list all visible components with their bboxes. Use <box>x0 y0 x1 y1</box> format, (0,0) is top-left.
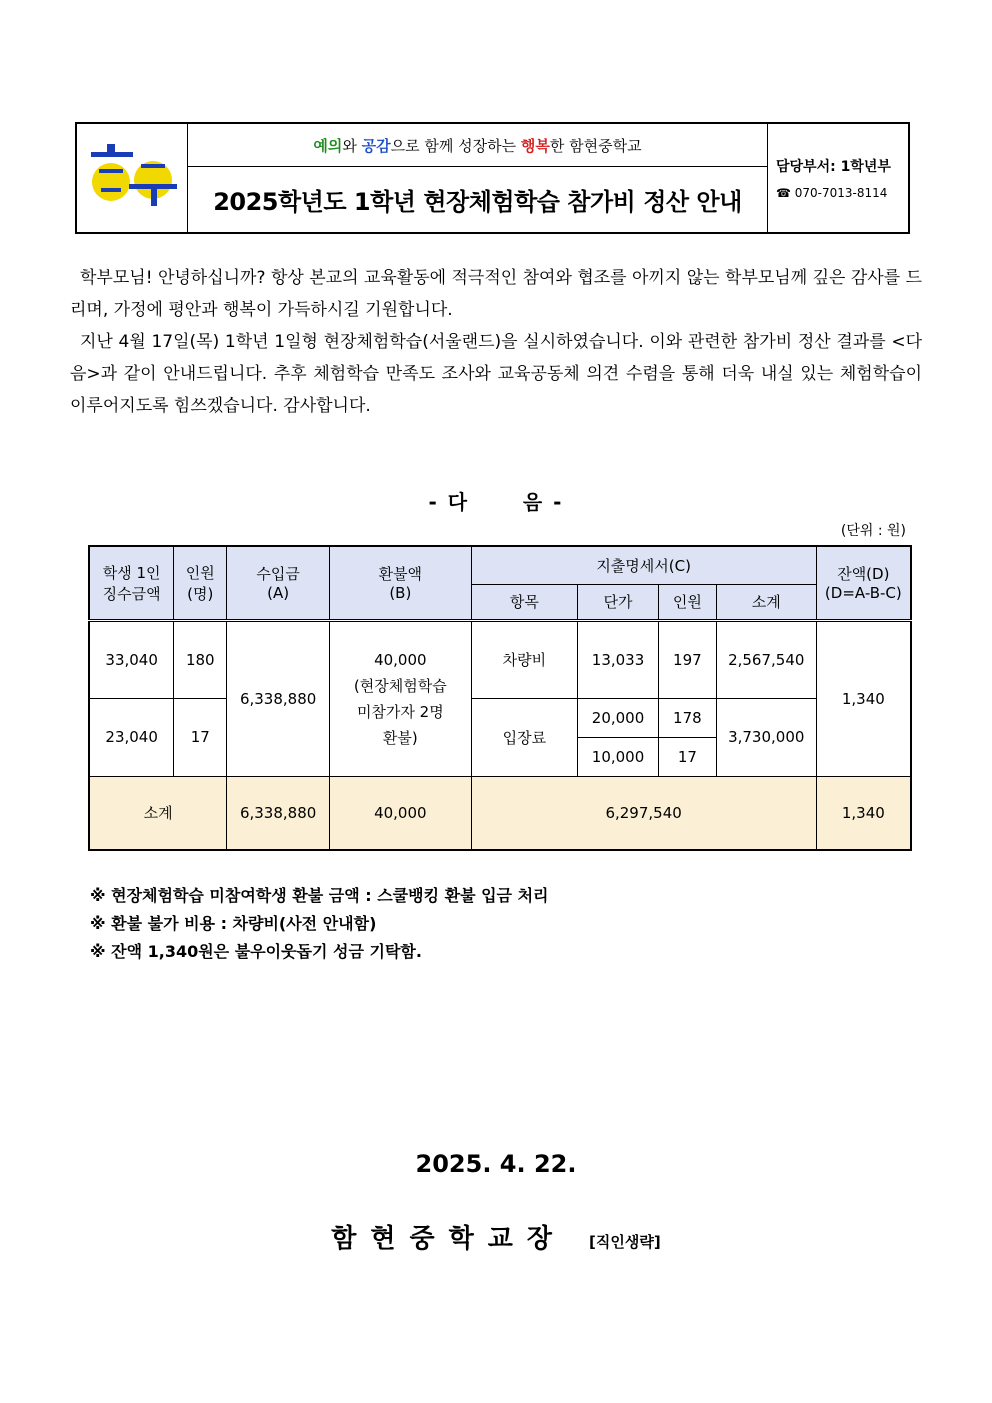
item-admission: 입장료 <box>471 698 578 776</box>
stamp-note: [직인생략] <box>589 1233 661 1251</box>
sum-refund: 40,000 <box>330 776 472 850</box>
motto-segment: 으로 함께 성장하는 <box>390 136 521 155</box>
count-1: 180 <box>174 620 227 698</box>
header-balance: 잔액(D) (D=A-B-C) <box>816 546 911 620</box>
notes <box>90 882 549 966</box>
persons-admission-a: 178 <box>658 698 716 737</box>
signer-name: 함현중학교장 <box>331 1224 566 1254</box>
document-date: 2025. 4. 22. <box>415 1150 577 1178</box>
intro-text <box>70 262 922 422</box>
header-item: 항목 <box>471 584 578 620</box>
fee-1: 33,040 <box>89 620 174 698</box>
phone-number: 070-7013-8114 <box>794 186 888 200</box>
letterhead <box>75 122 910 234</box>
price-vehicle: 13,033 <box>578 620 659 698</box>
header-subtotal: 소계 <box>716 584 816 620</box>
header-income: 수입금 (A) <box>227 546 330 620</box>
unit-label: (단위 : 원) <box>840 523 906 539</box>
header-expense: 지출명세서(C) <box>471 546 816 584</box>
section-title: - 다 음 - <box>428 490 564 514</box>
refund-cell: 40,000 (현장체험학습 미참가자 2명 환불) <box>330 620 472 776</box>
price-admission-a: 20,000 <box>578 698 659 737</box>
note-item: ※ 환불 불가 비용 : 차량비(사전 안내함) <box>90 914 377 933</box>
school-logo <box>77 124 188 232</box>
phone-line <box>776 186 908 200</box>
motto-segment: 행복 <box>520 136 550 155</box>
fee-2: 23,040 <box>89 698 174 776</box>
price-admission-b: 10,000 <box>578 737 659 776</box>
intro-paragraph-2: 지난 4월 17일(목) 1학년 1일형 현장체험학습(서울랜드)을 실시하였습니다. 이와 관련한 참가비 정산 결과를 <다음>과 같이 안내드립니다. 추후 체험학습 만족도 조사와 교육공동체 의견 수렴을 통해 더욱 내실 있는 체험학습이 이루어지도록 힘쓰겠습니다. 감사합니다. <box>70 332 922 416</box>
settlement-table <box>88 545 912 851</box>
count-2: 17 <box>174 698 227 776</box>
header-persons: 인원 <box>658 584 716 620</box>
note-item: ※ 현장체험학습 미참여학생 환불 금액 : 스쿨뱅킹 환불 입금 처리 <box>90 886 549 905</box>
header-count: 인원 (명) <box>174 546 227 620</box>
motto-segment: 공감 <box>361 136 391 155</box>
sum-balance: 1,340 <box>816 776 911 850</box>
header-refund: 환불액 (B) <box>330 546 472 620</box>
sum-label: 소계 <box>89 776 227 850</box>
motto-segment: 예의 <box>313 136 343 155</box>
intro-paragraph-1: 학부모님! 안녕하십니까? 항상 본교의 교육활동에 적극적인 참여와 협조를 아끼지 않는 학부모님께 깊은 감사를 드리며, 가정에 평안과 행복이 가득하시길 기원합니다. <box>70 268 922 320</box>
contact-info <box>768 124 908 232</box>
phone-icon: ☎ <box>776 186 791 200</box>
department-label: 담당부서: 1학년부 <box>776 159 891 175</box>
note-item: ※ 잔액 1,340원은 불우이웃돕기 성금 기탁함. <box>90 942 422 961</box>
subtotal-vehicle: 2,567,540 <box>716 620 816 698</box>
income-cell: 6,338,880 <box>227 620 330 776</box>
header-fee: 학생 1인 징수금액 <box>89 546 174 620</box>
motto-segment: 와 <box>342 136 362 155</box>
motto-segment: 한 함현중학교 <box>549 136 642 155</box>
sum-income: 6,338,880 <box>227 776 330 850</box>
school-motto <box>188 124 767 167</box>
subtotal-admission: 3,730,000 <box>716 698 816 776</box>
logo-icon <box>77 124 187 232</box>
sum-expense: 6,297,540 <box>471 776 816 850</box>
header-unit-price: 단가 <box>578 584 659 620</box>
signer-block <box>0 1218 992 1255</box>
persons-admission-b: 17 <box>658 737 716 776</box>
persons-vehicle: 197 <box>658 620 716 698</box>
balance-cell: 1,340 <box>816 620 911 776</box>
item-vehicle: 차량비 <box>471 620 578 698</box>
document-title: 2025학년도 1학년 현장체험학습 참가비 정산 안내 <box>213 188 742 216</box>
